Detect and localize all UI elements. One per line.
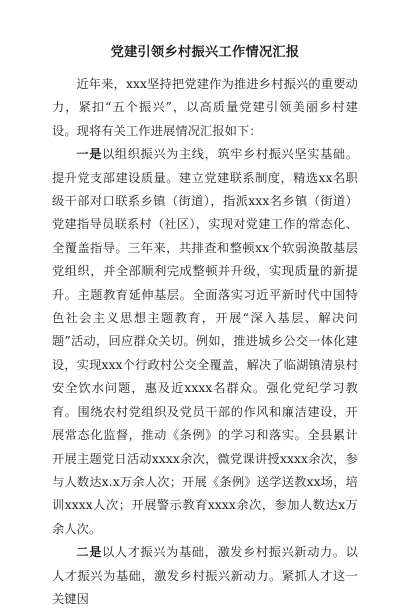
section-2-lead: 二是 — [76, 545, 103, 560]
intro-paragraph: 近年来，xxx坚持把党建作为推进乡村振兴的重要动力，紧扣“五个振兴”，以高质量党建引领美丽乡村建设。现将有关工作进展情况汇报如下： — [52, 77, 358, 138]
section-2-paragraph — [52, 541, 358, 611]
section-1-body: 以组织振兴为主线，筑牢乡村振兴坚实基础。提升党支部建设质量。建立党建联系制度，精选xx名职级干部对口联系乡镇（街道），指派xxx名乡镇（街道）党建指导员联系村（社区），实现对党建工作的常态化、全覆盖指导。三年来，共排查和整顿xx个软弱涣散基层党组织，并全部顺利完成整顿并升级，实现质量的新提升。主题教育延伸基层。全面落实习近平新时代中国特色社会主义思想主题教育，开展“深入基层、解决问题”活动，回应群众关切。例如，推进城乡公交一体化建设，实现xxx个行政村公交全覆盖，解决了临湖镇清泉村安全饮水问题，惠及近xxxx名群众。强化党纪学习教育。围绕农村党组织及党员干部的作风和廉洁建设，开展常态化监督，推动《条例》的学习和落实。全县累计开展主题党日活动xxxx余次，微党课讲授xxxx余次，参与人数达x.x万余人次；开展《条例》送学送教xx场，培训xxxx人次；开展警示教育xxxx余次，参加人数达x万余人次。 — [52, 147, 358, 536]
section-1-lead: 一是 — [76, 147, 103, 162]
document-title: 党建引领乡村振兴工作情况汇报 — [110, 45, 300, 60]
section-2-body: 以人才振兴为基础，激发乡村振兴新动力。以人才振兴为基础，激发乡村振兴新动力。紧抓人才这一关键因 — [52, 545, 358, 606]
section-1-paragraph — [52, 143, 358, 541]
